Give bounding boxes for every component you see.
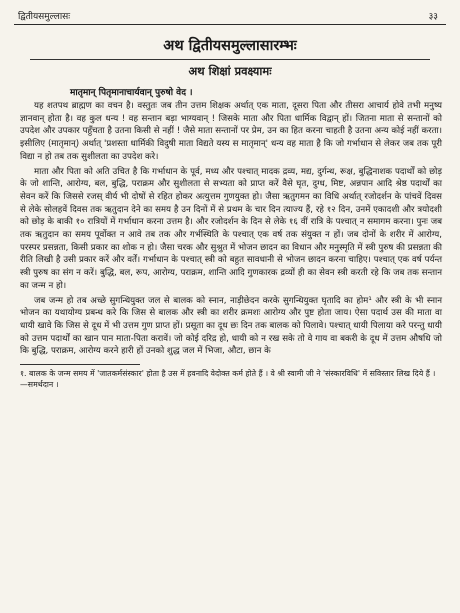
chapter-title: अथ द्वितीयसमुल्लासारम्भः xyxy=(163,37,297,54)
title-divider xyxy=(30,59,430,60)
footnote: १. बालक के जन्म समय में 'जातकर्मसंस्कार' होता है उस में हवनादि वेदोक्त कर्म होते हैं । वे श्री स्वामी जी ने 'संस्कारविधि' में सविस्तार लिख दिये हैं । —समर्थदान । xyxy=(20,369,436,390)
paragraph-2: माता और पिता को अति उचित है कि गर्भाधान के पूर्व, मध्य और पश्चात् मादक द्रव्य, मद्य, दुर्गन्ध, रूक्ष, बुद्धिनाशक पदार्थों को छोड़ के जो शान्ति, आरोग्य, बल, बुद्धि, पराक्रम और सुशीलता से सभ्यता को प्राप्त करें वैसे घृत, दुग्ध, मिष्ट, अन्नपान आदि श्रेष्ठ पदार्थों का सेवन करें कि जिससे रजस् वीर्य भी दोषों से रहित होकर अत्युत्तम गुणयुक्त हो। जैसा ऋतुगमन का विधि अर्थात् रजोदर्शन के पांचवें दिवस से लेके सोलहवें दिवस तक ऋतुदान देने का समय है उन दिनों में से प्रथम के चार दिन त्याज्य हैं, रहे १२ दिन, उनमें एकादशी और त्रयोदशी को छोड़ के बाकी १० रात्रियों में गर्भाधान करना उत्तम है। और रजोदर्शन के दिन से लेके १६ वीं रात्रि के पश्चात् न समागम करना। पुनः जब तक ऋतुदान का समय पूर्वोक्त न आवे तब तक और गर्भस्थिति के पश्चात् एक वर्ष तक संयुक्त न हों। जब दोनों के शरीर में आरोग्य, परस्पर प्रसन्नता, किसी प्रकार का शोक न हो। जैसा चरक और सुश्रुत में भोजन छादन का विधान और मनुस्मृति में स्त्री पुरुष की प्रसन्नता की रीति लिखी है उसी प्रकार करें और वर्तें। गर्भाधान के पश्चात् स्त्री को बहुत सावधानी से भोजन छादन करना चाहिए। पश्चात् एक वर्ष पर्यन्त स्त्री पुरुष का संग न करें। बुद्धि, बल, रूप, आरोग्य, पराक्रम, शान्ति आदि गुणकारक द्रव्यों ही का सेवन स्त्री करती रहे कि जब तक सन्तान का जन्म न हो। xyxy=(20,166,442,291)
paragraph-1: यह शतपथ ब्राह्मण का वचन है। वस्तुतः जब तीन उत्तम शिक्षक अर्थात् एक माता, दूसरा पिता और तीसरा आचार्य होवे तभी मनुष्य ज्ञानवान् होता है। वह कुल धन्य ! वह सन्तान बड़ा भाग्यवान् ! जिसके माता और पिता धार्मिक विद्वान् हों। जितना माता से सन्तानों को उपदेश और उपकार पहुँचता है उतना किसी से नहीं ! जैसे माता सन्तानों पर प्रेम, उन का हित करना चाहती है उतना अन्य कोई नहीं करता। इसीलिए (मातृमान्) अर्थात् 'प्रशस्ता धार्मिकी विदुषी माता विद्यते यस्य स मातृमान्' धन्य वह माता है कि जो गर्भाधान से लेकर जब तक पूरी विद्या न हो तब तक सुशीलता का उपदेश करे। xyxy=(20,101,442,162)
header-chapter-title: द्वितीयसमुल्लासः xyxy=(18,12,71,22)
paragraph-3: जब जन्म हो तब अच्छे सुगन्धियुक्त जल से बालक को स्नान, नाड़ीछेदन करके सुगन्धियुक्त घृतादि का होम¹ और स्त्री के भी स्नान भोजन का यथायोग्य प्रबन्ध करे कि जिस से बालक और स्त्री का शरीर क्रमशः आरोग्य और पुष्ट होता जाय। ऐसा पदार्थ उस की माता वा धायी खावे कि जिस से दूध में भी उत्तम गुण प्राप्त हों। प्रसूता का दूध छः दिन तक बालक को पिलावे। पश्चात् धायी पिलाया करे परन्तु धायी को उत्तम पदार्थों का खान पान माता-पिता करावें। जो कोई दरिद्र हो, धायी को न रख सके तो वे गाय वा बकरी के दूध में उत्तम औषधि जो कि बुद्धि, पराक्रम, आरोग्य करने हारी हों उनको शुद्ध जल में भिजा, औटा, छान के xyxy=(20,295,442,357)
footnote-divider xyxy=(20,364,140,365)
page-number: ३३ xyxy=(428,12,438,22)
opening-verse: मातृमान् पितृमानाचार्यवान् पुरुषो वेद । xyxy=(70,88,193,98)
running-header xyxy=(14,0,446,25)
section-subtitle: अथ शिक्षां प्रवक्ष्यामः xyxy=(188,64,272,78)
